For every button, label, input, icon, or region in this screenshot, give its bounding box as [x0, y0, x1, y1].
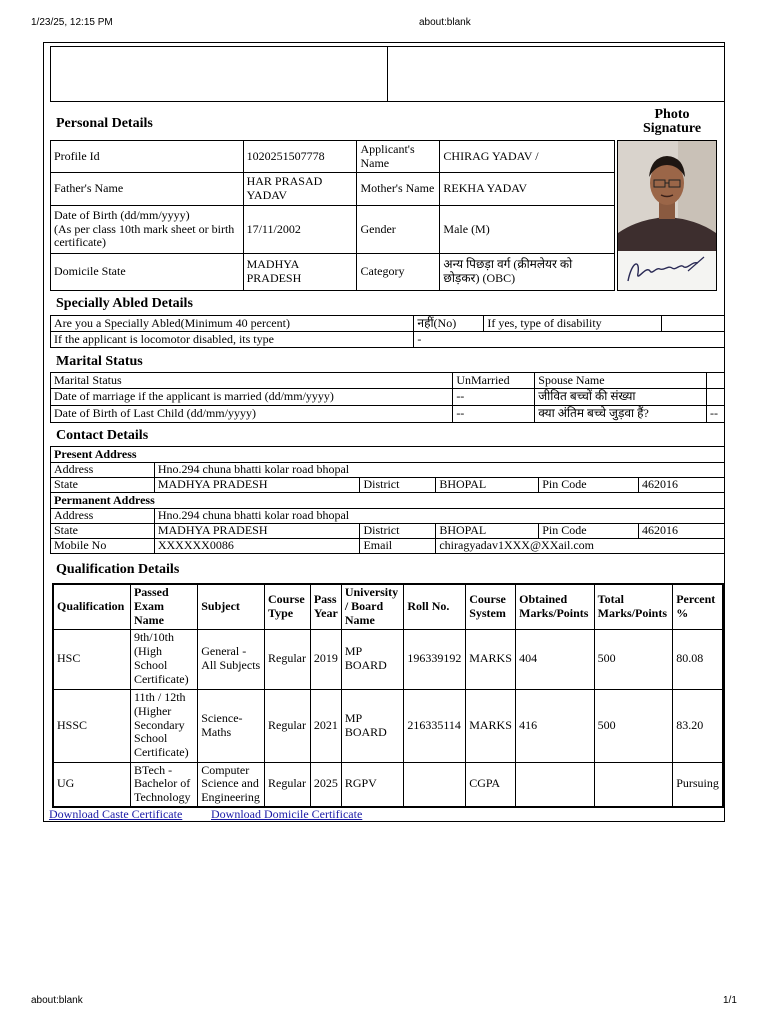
col-header: Percent %: [673, 584, 723, 629]
download-caste-certificate-link[interactable]: Download Caste Certificate: [49, 807, 183, 821]
present-district-value: BHOPAL: [436, 478, 539, 493]
col-header: Qualification: [53, 584, 130, 629]
print-datetime: 1/23/25, 12:15 PM: [31, 17, 113, 28]
permanent-district-label: District: [360, 524, 436, 539]
present-state-label: State: [51, 478, 155, 493]
col-header: Roll No.: [404, 584, 466, 629]
mother-name-label: Mother's Name: [357, 173, 440, 206]
domicile-label: Domicile State: [51, 254, 244, 291]
gender-value: Male (M): [440, 206, 615, 254]
dob-note: (As per class 10th mark sheet or birth certificate): [54, 221, 235, 250]
marriage-date-value: --: [453, 389, 535, 406]
personal-details-table: [50, 140, 615, 291]
table-cell: 80.08: [673, 629, 723, 689]
table-cell: Regular: [264, 762, 310, 807]
table-cell: RGPV: [341, 762, 404, 807]
marital-status-heading: Marital Status: [56, 354, 143, 369]
table-cell: [594, 762, 673, 807]
table-cell: 2021: [310, 689, 341, 762]
last-child-dob-value: --: [453, 406, 535, 423]
col-header: Subject: [198, 584, 265, 629]
table-cell: Regular: [264, 689, 310, 762]
profile-id-label: Profile Id: [51, 141, 244, 173]
present-address-label: Address: [51, 463, 155, 478]
last-child-dob-label: Date of Birth of Last Child (dd/mm/yyyy): [51, 406, 453, 423]
header-box: [50, 46, 725, 102]
table-cell: 500: [594, 629, 673, 689]
marital-status-label: Marital Status: [51, 373, 453, 389]
col-header: Obtained Marks/Points: [516, 584, 595, 629]
specially-abled-heading: Specially Abled Details: [56, 296, 193, 311]
table-cell: 2025: [310, 762, 341, 807]
header-box-left: [51, 47, 388, 101]
father-name-value: HAR PRASAD YADAV: [243, 173, 357, 206]
present-district-label: District: [360, 478, 436, 493]
disability-type-label: If yes, type of disability: [484, 316, 662, 332]
qualification-details-heading: Qualification Details: [56, 562, 180, 577]
mother-name-value: REKHA YADAV: [440, 173, 615, 206]
print-page-count: 1/1: [723, 995, 737, 1006]
locomotor-answer: -: [414, 332, 725, 348]
present-pin-label: Pin Code: [539, 478, 639, 493]
children-count-value: [706, 389, 724, 406]
permanent-district-value: BHOPAL: [436, 524, 539, 539]
personal-details-heading: Personal Details: [56, 116, 153, 131]
marital-status-table: [50, 372, 725, 423]
dob-value: 17/11/2002: [243, 206, 357, 254]
table-cell: MARKS: [466, 689, 516, 762]
table-cell: 216335114: [404, 689, 466, 762]
dob-label: [51, 206, 244, 254]
children-count-label: जीवित बच्चों की संख्या: [535, 389, 707, 406]
dob-label-text: Date of Birth (dd/mm/yyyy): [54, 207, 190, 222]
specially-abled-answer: नहीं(No): [414, 316, 484, 332]
table-cell: 500: [594, 689, 673, 762]
table-cell: MP BOARD: [341, 629, 404, 689]
twins-value: --: [706, 406, 724, 423]
col-header: Passed Exam Name: [130, 584, 197, 629]
email-label: Email: [360, 539, 436, 554]
permanent-address-label: Address: [51, 509, 155, 524]
table-cell: 83.20: [673, 689, 723, 762]
present-address-heading: Present Address: [51, 447, 725, 463]
table-cell: MARKS: [466, 629, 516, 689]
col-header: Total Marks/Points: [594, 584, 673, 629]
table-cell: 196339192: [404, 629, 466, 689]
table-cell: 11th / 12th (Higher Secondary School Certificate): [130, 689, 197, 762]
permanent-state-value: MADHYA PRADESH: [154, 524, 360, 539]
specially-abled-table: [50, 315, 725, 348]
permanent-pin-value: 462016: [639, 524, 725, 539]
permanent-pin-label: Pin Code: [539, 524, 639, 539]
applicant-name-value: CHIRAG YADAV /: [440, 141, 615, 173]
download-domicile-certificate-link[interactable]: Download Domicile Certificate: [211, 807, 363, 821]
table-row: [53, 629, 723, 689]
table-row: [53, 689, 723, 762]
table-cell: Regular: [264, 629, 310, 689]
table-cell: Computer Science and Engineering: [198, 762, 265, 807]
table-cell: [404, 762, 466, 807]
permanent-address-value: Hno.294 chuna bhatti kolar road bhopal: [154, 509, 724, 524]
mobile-label: Mobile No: [51, 539, 155, 554]
qualification-table: [52, 583, 724, 808]
table-cell: General - All Subjects: [198, 629, 265, 689]
applicant-name-label: Applicant's Name: [357, 141, 440, 173]
specially-abled-question: Are you a Specially Abled(Minimum 40 percent): [51, 316, 414, 332]
table-cell: 404: [516, 629, 595, 689]
col-header: Course Type: [264, 584, 310, 629]
table-cell: HSC: [53, 629, 130, 689]
profile-id-value: 1020251507778: [243, 141, 357, 173]
disability-type-value: [662, 316, 725, 332]
contact-details-table: [50, 446, 725, 554]
present-state-value: MADHYA PRADESH: [154, 478, 360, 493]
photo-signature-box: [617, 140, 717, 291]
mobile-value: XXXXXX0086: [154, 539, 360, 554]
header-box-right: [388, 47, 724, 101]
table-cell: CGPA: [466, 762, 516, 807]
email-value: chiragyadav1XXX@XXail.com: [436, 539, 725, 554]
table-cell: [516, 762, 595, 807]
print-page-title: about:blank: [419, 17, 471, 28]
marital-status-value: UnMarried: [453, 373, 535, 389]
domicile-value: MADHYA PRADESH: [243, 254, 357, 291]
table-cell: 416: [516, 689, 595, 762]
marriage-date-label: Date of marriage if the applicant is married (dd/mm/yyyy): [51, 389, 453, 406]
print-footer-url: about:blank: [31, 995, 83, 1006]
gender-label: Gender: [357, 206, 440, 254]
table-cell: HSSC: [53, 689, 130, 762]
table-cell: UG: [53, 762, 130, 807]
col-header: Pass Year: [310, 584, 341, 629]
photo-label: Photo: [654, 107, 690, 122]
category-label: Category: [357, 254, 440, 291]
photo-signature-heading: [632, 108, 712, 136]
table-cell: Science-Maths: [198, 689, 265, 762]
signature-label: Signature: [642, 121, 702, 136]
table-cell: BTech - Bachelor of Technology: [130, 762, 197, 807]
present-address-value: Hno.294 chuna bhatti kolar road bhopal: [154, 463, 724, 478]
table-row: [53, 762, 723, 807]
father-name-label: Father's Name: [51, 173, 244, 206]
applicant-photo: [618, 141, 716, 290]
present-pin-value: 462016: [639, 478, 725, 493]
spouse-name-label: Spouse Name: [535, 373, 707, 389]
table-cell: MP BOARD: [341, 689, 404, 762]
table-cell: 2019: [310, 629, 341, 689]
col-header: Course System: [466, 584, 516, 629]
contact-details-heading: Contact Details: [56, 428, 149, 443]
locomotor-question: If the applicant is locomotor disabled, its type: [51, 332, 414, 348]
category-value: अन्य पिछड़ा वर्ग (क्रीमलेयर को छोड़कर) (OBC): [440, 254, 615, 291]
twins-label: क्या अंतिम बच्चे जुड़वा हैं?: [535, 406, 707, 423]
table-cell: Pursuing: [673, 762, 723, 807]
col-header: University / Board Name: [341, 584, 404, 629]
permanent-state-label: State: [51, 524, 155, 539]
table-cell: 9th/10th (High School Certificate): [130, 629, 197, 689]
spouse-name-value: [706, 373, 724, 389]
permanent-address-heading: Permanent Address: [51, 493, 725, 509]
qualification-header-row: [53, 584, 723, 629]
